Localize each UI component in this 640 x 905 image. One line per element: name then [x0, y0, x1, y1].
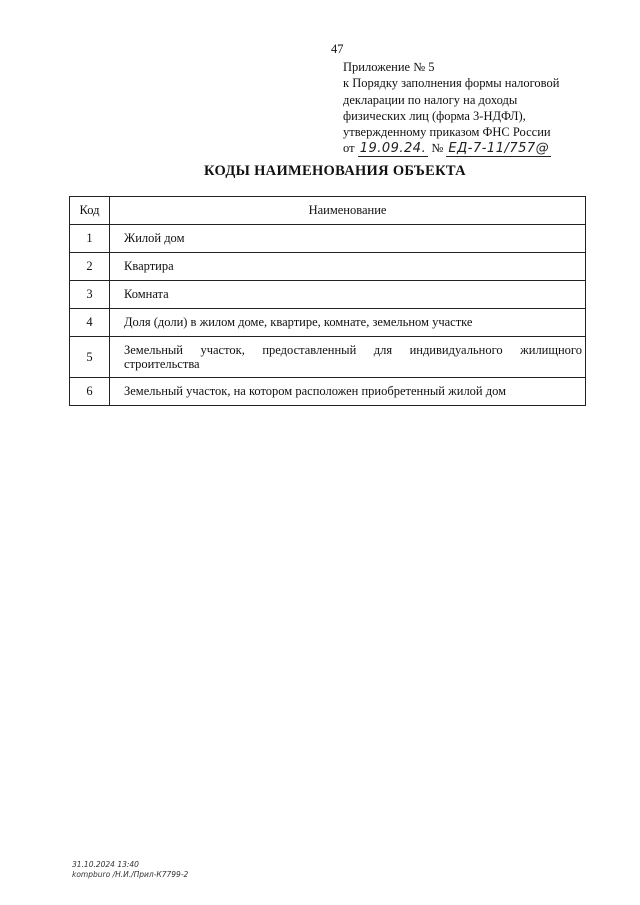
row-name: Жилой дом	[110, 225, 586, 253]
row-name: Комната	[110, 281, 586, 309]
table-row	[70, 225, 586, 253]
row-code: 5	[70, 337, 110, 378]
row-code: 6	[70, 378, 110, 406]
row-code: 4	[70, 309, 110, 337]
number-prefix: №	[431, 141, 444, 156]
row-code: 2	[70, 253, 110, 281]
header-name: Наименование	[110, 197, 586, 225]
appendix-line-3: декларации по налогу на доходы	[343, 92, 518, 107]
header-code: Код	[70, 197, 110, 225]
row-code: 3	[70, 281, 110, 309]
table-header-row	[70, 197, 586, 225]
document-footer	[72, 860, 188, 880]
handwritten-order-number: ЕД-7-11/757@	[448, 141, 550, 157]
handwritten-date: 19.09.24.	[359, 141, 427, 157]
appendix-line-1: Приложение № 5	[343, 60, 435, 74]
date-prefix: от	[343, 141, 355, 156]
row-name: Квартира	[110, 253, 586, 281]
table-row	[70, 378, 586, 406]
row-code: 1	[70, 225, 110, 253]
appendix-line-5: утвержденному приказом ФНС России	[343, 125, 551, 140]
footer-timestamp: 31.10.2024 13:40	[72, 860, 139, 869]
footer-path: kompburo /Н.И./Прил-К7799-2	[72, 870, 189, 879]
appendix-header	[343, 59, 603, 158]
object-codes-table	[69, 196, 586, 406]
page-number: 47	[331, 42, 344, 56]
order-date-number-line	[343, 140, 603, 157]
table-row	[70, 309, 586, 337]
table-row	[70, 281, 586, 309]
appendix-line-4: физических лиц (форма 3-НДФЛ),	[343, 108, 526, 123]
row-name: Доля (доли) в жилом доме, квартире, комнате, земельном участке	[110, 309, 586, 337]
table-row	[70, 337, 586, 378]
row-name: Земельный участок, на котором расположен приобретенный жилой дом	[110, 378, 586, 406]
row-name: Земельный участок, предоставленный для индивидуального жилищного строительства	[110, 337, 586, 378]
document-title: КОДЫ НАИМЕНОВАНИЯ ОБЪЕКТА	[204, 163, 466, 179]
table-row	[70, 253, 586, 281]
appendix-line-2: к Порядку заполнения формы налоговой	[343, 76, 560, 91]
